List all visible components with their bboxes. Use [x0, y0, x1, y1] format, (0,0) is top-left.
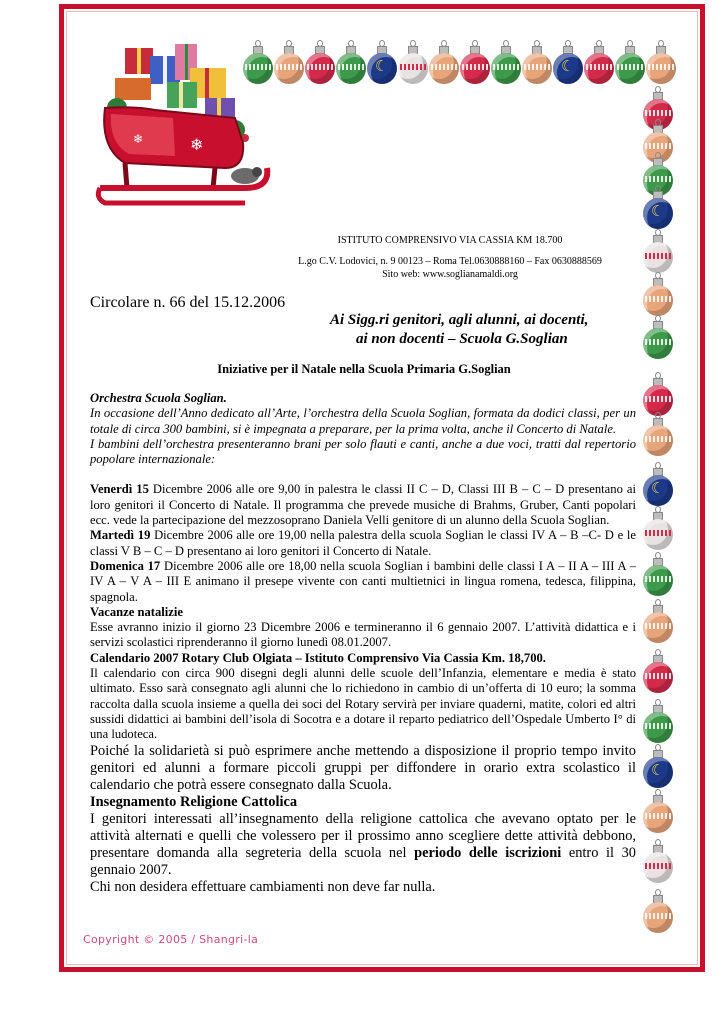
- ornament-green-icon: [336, 46, 366, 86]
- religione-paragraph: [90, 811, 636, 879]
- orchestra-paragraph-1: In occasione dell’Anno dedicato all’Arte, l’orchestra della Scuola Soglian, formata da dodici classi, per un totale di circa 300 bambini, si è impegnata a preparare, per la prima volta, anche il Concerto di Natale.: [90, 406, 636, 436]
- ornament-red-icon: [460, 46, 490, 86]
- religione-bold: periodo delle iscrizioni: [414, 844, 562, 861]
- ornament-moon-icon: ☾: [643, 750, 673, 790]
- orchestra-paragraph-2: I bambini dell’orchestra presenteranno brani per solo flauti e canti, anche a due voci, tratti dal repertorio popolare internazionale:: [90, 436, 636, 467]
- svg-text:❄: ❄: [133, 132, 144, 146]
- circolare-number: Circolare n. 66 del 15.12.2006: [90, 294, 286, 311]
- ornament-white-icon: [398, 46, 428, 86]
- addressees-line-1: Ai Sigg.ri genitori, agli alunni, ai docenti,: [330, 312, 589, 328]
- ornament-white-icon: [643, 235, 673, 275]
- ornament-peach-icon: [429, 46, 459, 86]
- ornament-moon-icon: ☾: [553, 46, 583, 86]
- ornament-red-icon: [584, 46, 614, 86]
- ornament-green-icon: [243, 46, 273, 86]
- ornament-moon-icon: ☾: [367, 46, 397, 86]
- svg-text:❄: ❄: [190, 137, 204, 154]
- addressees: [330, 311, 650, 349]
- martedi-paragraph: [90, 528, 636, 559]
- school-address: L.go C.V. Lodovici, n. 9 00123 – Roma Tel.0630888160 – Fax 0630888569: [298, 256, 602, 267]
- school-header: [260, 234, 640, 281]
- addressees-line-2: ai non docenti – Scuola G.Soglian: [356, 331, 568, 347]
- vacanze-title: Vacanze natalizie: [90, 604, 183, 619]
- orchestra-title: Orchestra Scuola Soglian.: [90, 391, 227, 405]
- domenica-label: Domenica 17: [90, 558, 161, 573]
- school-name: ISTITUTO COMPRENSIVO VIA CASSIA KM 18.700: [337, 235, 563, 246]
- ornament-green-icon: [643, 705, 673, 745]
- ornament-green-icon: [615, 46, 645, 86]
- calendario-title: Calendario 2007 Rotary Club Olgiata – Istituto Comprensivo Via Cassia Km. 18,700.: [90, 650, 546, 665]
- venerdi-label: Venerdì 15: [90, 482, 149, 497]
- ornament-red-icon: [305, 46, 335, 86]
- religione-text-a: I genitori interessati all’insegnamento della religione cattolica che avevano optato per le attività alternati e quelli che volessero per il prossimo anno scegliere dette attività debbono, presentare domanda alla segreteria della scuola nel: [90, 810, 636, 861]
- ornament-peach-icon: [643, 605, 673, 645]
- solidarieta-text: Poiché la solidarietà si può esprimere anche mettendo a disposizione il proprio tempo invito genitori ed alunni a formare piccoli gruppi per diffondere in orario extra scolastico il calendario che potrà essere consegnato dalla Scuola.: [90, 742, 636, 793]
- ornament-peach-icon: [643, 418, 673, 458]
- venerdi-paragraph: [90, 482, 636, 528]
- ornament-moon-icon: ☾: [643, 191, 673, 231]
- ornament-moon-icon: ☾: [643, 468, 673, 508]
- ornament-white-icon: [643, 845, 673, 885]
- domenica-text: Dicembre 2006 alle ore 18,00 nella scuola Soglian i bambini delle classi I A – II A – III A – IV A – V A – III E animano il presepe vivente con canti multietnici in lingua romena, tedesca, filippina, spagnola.: [90, 558, 636, 604]
- ornament-peach-icon: [274, 46, 304, 86]
- ornament-peach-icon: [643, 795, 673, 835]
- document-body: [90, 391, 636, 896]
- ornament-peach-icon: [646, 46, 676, 86]
- religione-text-b: entro il 30 gennaio 2007.: [90, 844, 637, 878]
- copyright-signature: Copyright © 2005 / Shangri-la: [83, 933, 259, 946]
- domenica-paragraph: [90, 559, 636, 605]
- ornament-peach-icon: [522, 46, 552, 86]
- religione-title: Insegnamento Religione Cattolica: [90, 793, 298, 810]
- closing-line: Chi non desidera effettuare cambiamenti non deve far nulla.: [90, 878, 436, 895]
- vacanze-text: Esse avranno inizio il giorno 23 Dicembre 2006 e termineranno il 6 gennaio 2007. L’attività didattica e i servizi scolastici riprenderanno il giorno lunedì 08.01.2007.: [90, 620, 636, 650]
- ornament-green-icon: [643, 558, 673, 598]
- subject-title: Iniziative per il Natale nella Scuola Primaria G.Soglian: [217, 362, 511, 376]
- martedi-label: Martedì 19: [90, 528, 151, 543]
- ornament-green-icon: [491, 46, 521, 86]
- school-website: Sito web: www.soglianamaldi.org: [382, 269, 518, 280]
- martedi-text: Dicembre 2006 alle ore 19,00 nella palestra della scuola Soglian le classi IV A – B –C- D e le classi V B – C – D presentano ai loro genitori il Concerto di Natale.: [90, 528, 636, 558]
- calendario-text: Il calendario con circa 900 disegni degli alunni delle scuole dell’Infanzia, elementare e media è stato ultimato. Esso sarà consegnato agli alunni che lo richiedono in cambio di un’offerta di 10 euro; la somma raccolta dalla scuola insieme a quella dei soci del Rotary servirà per inviare quaderni, matite, colori ed altri sussidi didattici ai bambini dell’isola di Socotra e a dotare il reparto pediatrico dell’Ospedale Umberto I° di una ludoteca.: [90, 666, 636, 742]
- ornament-white-icon: [643, 512, 673, 552]
- venerdi-text: Dicembre 2006 alle ore 9,00 in palestra le classi II C – D, Classi III B – C – D presentano ai loro genitori il Concerto di Natale. Il programma che prevede musiche di Brahms, Gruber, Canti popolari ecc. vede la partecipazione del mezzosoprano Daniela Velli genitore di un alunno della Scuola Soglian.: [90, 482, 637, 528]
- ornament-peach-icon: [643, 895, 673, 935]
- ornament-red-icon: [643, 655, 673, 695]
